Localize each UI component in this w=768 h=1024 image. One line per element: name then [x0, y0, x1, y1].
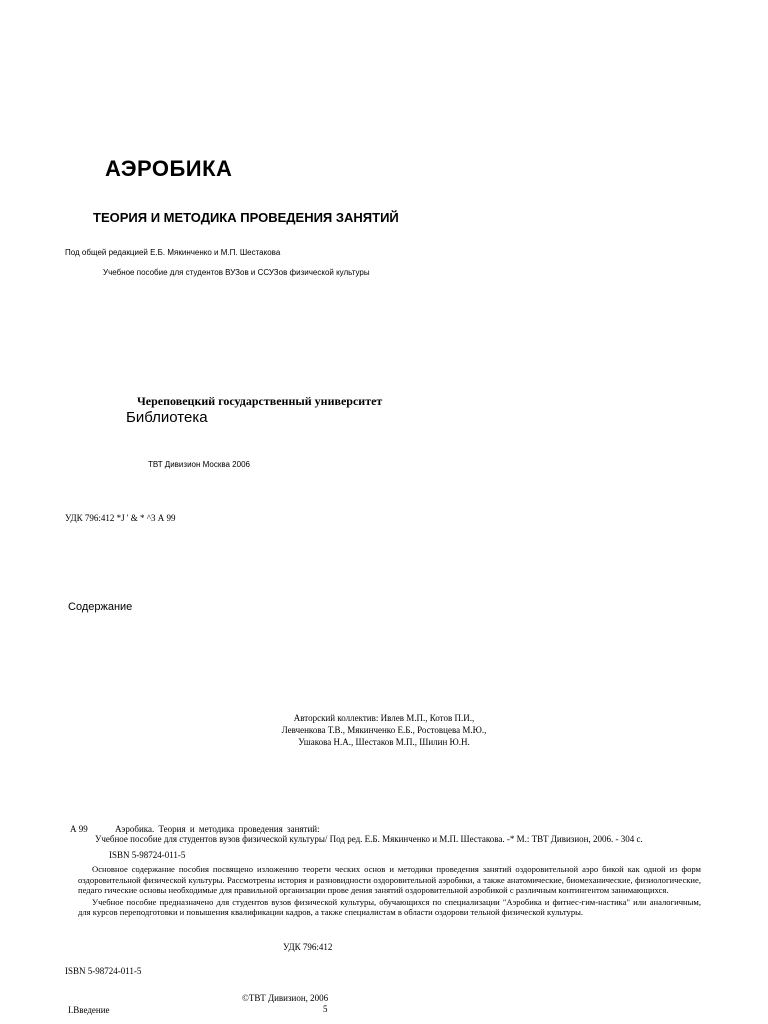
book-title: АЭРОБИКА — [105, 156, 233, 181]
catalog-card-code: А 99 — [70, 824, 88, 834]
authors-block — [0, 712, 768, 748]
authors-line: Левченкова Т.В., Мякинченко Е.Б., Ростовцева М.Ю., — [281, 725, 487, 735]
catalog-card-title: Аэробика. Теория и методика проведения занятий: — [115, 824, 320, 834]
catalog-card-isbn: ISBN 5-98724-011-5 — [109, 850, 186, 860]
editors-line: Под общей редакцией Е.Б. Мякинченко и М.П. Шестакова — [65, 248, 281, 257]
isbn-bottom: ISBN 5-98724-011-5 — [65, 966, 142, 976]
udk-bottom: УДК 796:412 — [283, 942, 333, 952]
purpose-line: Учебное пособие для студентов ВУЗов и ССУЗов физической культуры — [103, 268, 370, 277]
authors-line: Авторский коллектив: Ивлев М.П., Котов П.И., — [293, 713, 475, 723]
toc-item-intro[interactable]: I.Введение — [68, 1005, 110, 1015]
book-subtitle: ТЕОРИЯ И МЕТОДИКА ПРОВЕДЕНИЯ ЗАНЯТИЙ — [93, 210, 399, 225]
copyright-line: ©ТВТ Дивизион, 2006 — [242, 993, 329, 1003]
library-stamp-university: Череповецкий государственный университет — [137, 394, 383, 408]
library-stamp-library: Библиотека — [126, 409, 208, 426]
authors-line: Ушакова Н.А., Шестаков М.П., Шилин Ю.Н. — [298, 737, 470, 747]
publisher-line: ТВТ Дивизион Москва 2006 — [148, 460, 250, 469]
udk-line: УДК 796:412 *J ' & * ^3 А 99 — [65, 513, 176, 523]
contents-heading: Содержание — [68, 601, 133, 613]
abstract-paragraph: Основное содержание пособия посвящено изложению теорети ческих основ и методики проведения занятий оздоровительной аэро бикой как одной из форм оздоровительной физической культуры. Рассмотрены история и разновидности оздоровительной аэробики, а также анатомические, биомеханические, физиологические, педаго гические основы необходимые для правильной организации прове дения занятий оздоровительной аэробикой с различным контингентом занимающихся. — [78, 864, 701, 895]
toc-page-number: 5 — [323, 1004, 328, 1014]
abstract-block — [78, 864, 701, 918]
abstract-paragraph: Учебное пособие предназначено для студентов вузов физической культуры, обучающихся по специализации "Аэробика и фитнес-гим-настика" или аналогичным, для курсов переподготовки и повышения квалификации кадров, а также специалистам в области оздорови тельной физической культуры. — [78, 896, 701, 917]
catalog-card-description: Учебное пособие для студентов вузов физической культуры/ Под ред. Е.Б. Мякинченко и М.П. Шестакова. -* М.: ТВТ Дивизион, 2006. - 304 с. — [95, 834, 643, 844]
